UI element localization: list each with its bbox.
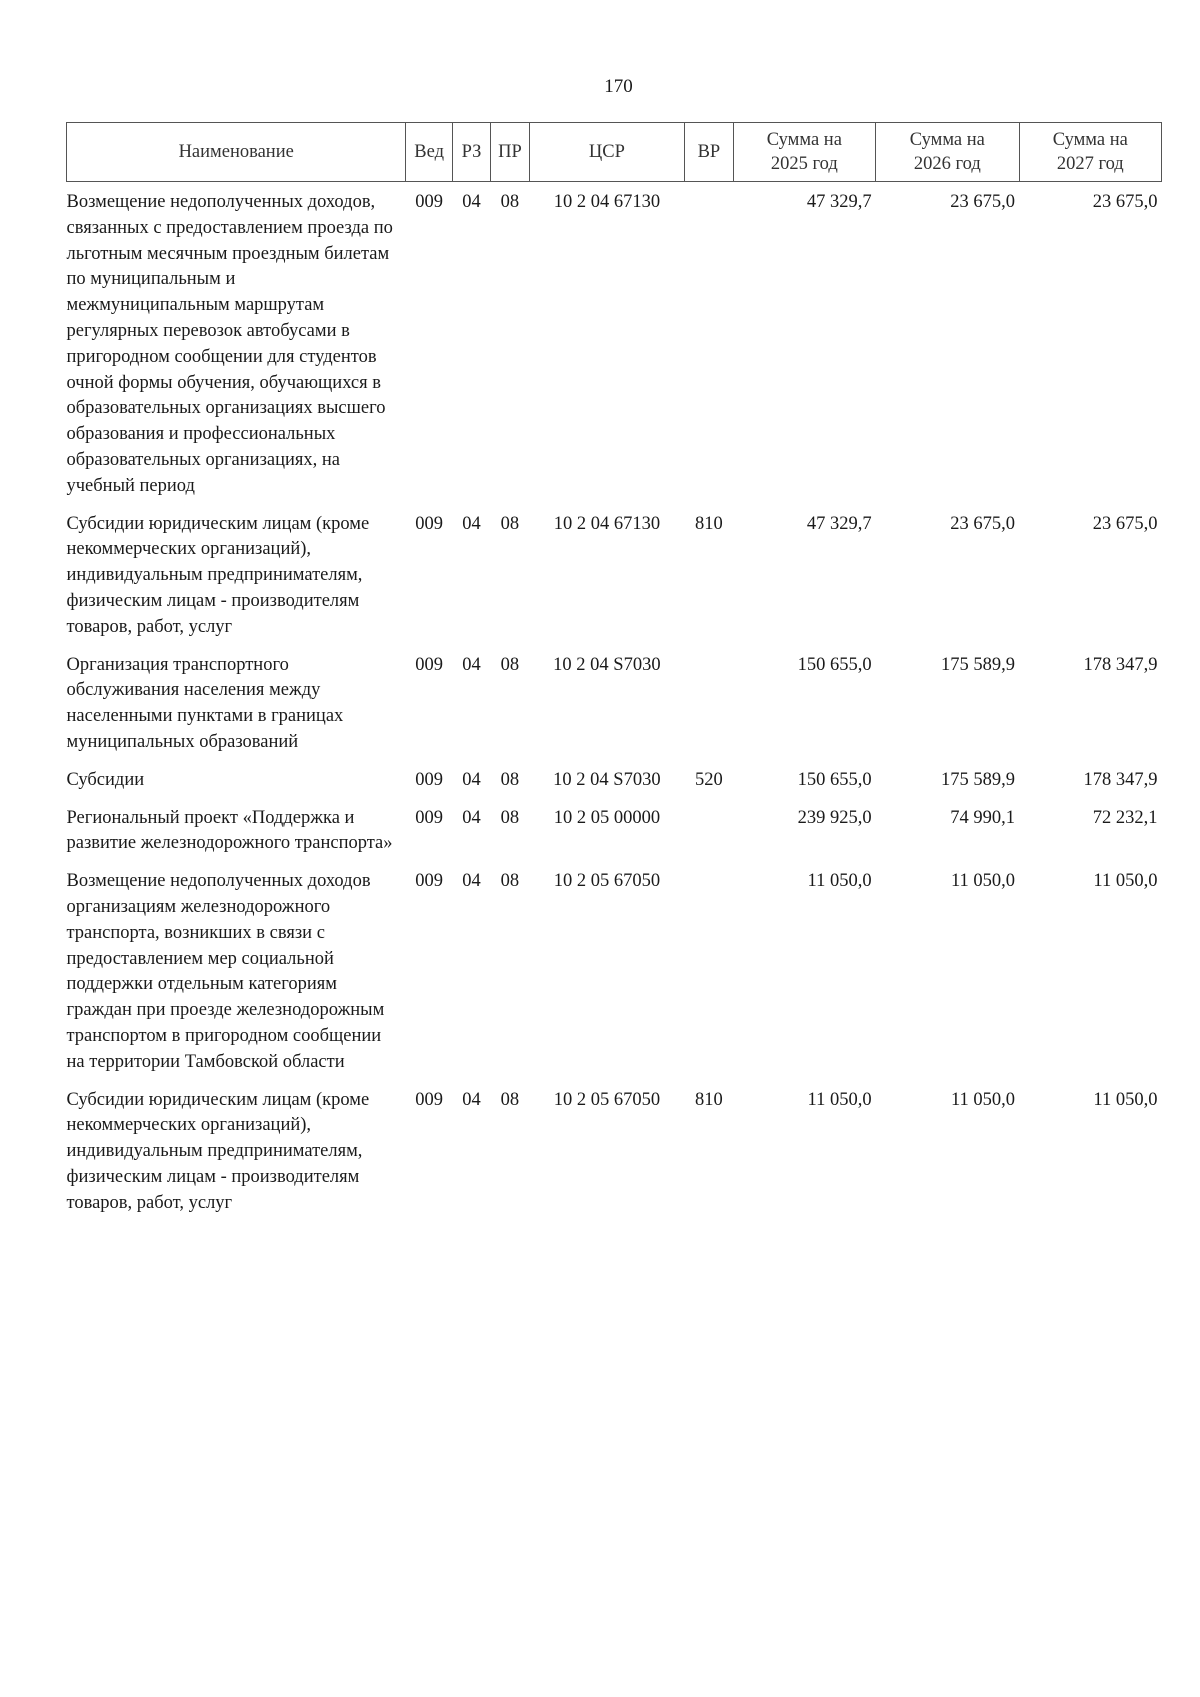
table-row: [67, 861, 1162, 1079]
cell-rz: 04: [462, 871, 481, 892]
cell-csr: 10 2 04 67130: [553, 192, 661, 212]
header-rz: РЗ: [452, 123, 490, 182]
cell-sum-2026: 11 050,0: [950, 871, 1016, 892]
cell-ved: 009: [415, 871, 443, 892]
cell-rz: 04: [462, 769, 481, 790]
cell-sum-2026: 175 589,9: [941, 769, 1016, 790]
cell-csr: 10 2 05 67050: [553, 1089, 661, 1110]
cell-rz: 04: [462, 807, 481, 828]
cell-pr: 08: [500, 192, 520, 212]
table-header: [67, 123, 1162, 182]
table-row: [67, 1080, 1162, 1221]
cell-rz: 04: [462, 654, 481, 675]
cell-ved: 009: [415, 1089, 443, 1110]
cell-vr: [685, 861, 733, 1079]
cell-sum-2025: 239 925,0: [797, 807, 872, 828]
cell-sum-2026: 23 675,0: [950, 513, 1016, 534]
header-pr: ПР: [491, 123, 529, 182]
cell-pr: 08: [500, 654, 520, 675]
header-sum-2027: [1019, 123, 1161, 182]
cell-sum-2026: 175 589,9: [941, 654, 1016, 675]
cell-sum-2027: 178 347,9: [1083, 769, 1158, 790]
header-sum-2025-line1: Сумма на: [766, 130, 842, 150]
cell-sum-2026: 74 990,1: [950, 807, 1016, 828]
cell-sum-2026: 11 050,0: [950, 1089, 1016, 1110]
table-row: [67, 504, 1162, 645]
header-ved: Вед: [406, 123, 452, 182]
cell-csr: 10 2 05 00000: [553, 807, 661, 828]
cell-vr: 810: [695, 1089, 723, 1110]
cell-pr: 08: [500, 1089, 520, 1110]
header-vr: ВР: [685, 123, 733, 182]
table-row: [67, 798, 1162, 862]
cell-csr: 10 2 04 S7030: [553, 769, 661, 790]
cell-sum-2027: 23 675,0: [1092, 192, 1158, 212]
header-sum-2025-line2: 2025 год: [770, 154, 838, 174]
cell-ved: 009: [415, 192, 443, 212]
cell-name: Возмещение недополученных доходов организациям железнодорожного транспорта, возникших в связи с предоставлением мер социальной поддержки отдельным категориям граждан при проезде железнодорожным транспортом в пригородном сообщении на территории Тамбовской области: [66, 871, 385, 1072]
cell-vr: [685, 645, 733, 760]
header-sum-2026-line1: Сумма на: [909, 130, 985, 150]
cell-sum-2025: 150 655,0: [797, 769, 872, 790]
cell-ved: 009: [415, 513, 443, 534]
header-name: Наименование: [67, 123, 406, 182]
cell-pr: 08: [500, 513, 520, 534]
cell-csr: 10 2 04 67130: [553, 513, 661, 534]
header-sum-2026-line2: 2026 год: [913, 154, 981, 174]
cell-pr: 08: [500, 807, 520, 828]
cell-sum-2027: 11 050,0: [1093, 871, 1158, 892]
header-sum-2026: [876, 123, 1019, 182]
cell-name: Региональный проект «Поддержка и развитие железнодорожного транспорта»: [66, 807, 393, 854]
cell-sum-2025: 11 050,0: [807, 1089, 872, 1110]
cell-sum-2027: 178 347,9: [1083, 654, 1158, 675]
cell-pr: 08: [500, 871, 520, 892]
cell-rz: 04: [462, 513, 481, 534]
cell-rz: 04: [462, 1089, 481, 1110]
page-number: 170: [604, 76, 633, 97]
cell-sum-2025: 47 329,7: [806, 192, 872, 212]
cell-sum-2026: 23 675,0: [950, 192, 1016, 212]
cell-vr: [685, 798, 733, 862]
cell-pr: 08: [500, 769, 520, 790]
header-sum-2025: [733, 123, 875, 182]
cell-vr: [685, 182, 733, 504]
cell-sum-2027: 72 232,1: [1092, 807, 1158, 828]
table-row: [67, 760, 1162, 798]
cell-rz: 04: [462, 192, 481, 212]
cell-name: Субсидии юридическим лицам (кроме некоммерческих организаций), индивидуальным предпринимателям, физическим лицам - производителям товаров, работ, услуг: [66, 513, 370, 637]
cell-csr: 10 2 05 67050: [553, 871, 661, 892]
cell-ved: 009: [415, 807, 443, 828]
cell-sum-2025: 150 655,0: [797, 654, 872, 675]
cell-sum-2027: 11 050,0: [1093, 1089, 1158, 1110]
cell-vr: 810: [695, 513, 723, 534]
cell-name: Организация транспортного обслуживания населения между населенными пунктами в границах муниципальных образований: [66, 654, 344, 752]
cell-name: Возмещение недополученных доходов, связанных с предоставлением проезда по льготным месячным проездным билетам по муниципальным и межмуниципальным маршрутам регулярных перевозок автобусами в пригородном сообщении для студентов очной формы обучения, обучающихся в образовательных организациях высшего образования и профессиональных образовательных организациях, на учебный период: [66, 192, 393, 496]
cell-csr: 10 2 04 S7030: [553, 654, 661, 675]
header-csr: ЦСР: [529, 123, 685, 182]
header-sum-2027-line2: 2027 год: [1056, 154, 1124, 174]
cell-sum-2025: 11 050,0: [807, 871, 872, 892]
cell-sum-2027: 23 675,0: [1092, 513, 1158, 534]
cell-name: Субсидии: [66, 769, 145, 790]
cell-name: Субсидии юридическим лицам (кроме некоммерческих организаций), индивидуальным предпринимателям, физическим лицам - производителям товаров, работ, услуг: [66, 1089, 370, 1213]
table-body: [67, 182, 1162, 1221]
header-sum-2027-line1: Сумма на: [1052, 130, 1128, 150]
budget-table: [66, 122, 1162, 1220]
cell-sum-2025: 47 329,7: [806, 513, 872, 534]
cell-ved: 009: [415, 654, 443, 675]
cell-vr: 520: [695, 769, 723, 790]
cell-ved: 009: [415, 769, 443, 790]
table-row: [67, 182, 1162, 504]
table-row: [67, 645, 1162, 760]
